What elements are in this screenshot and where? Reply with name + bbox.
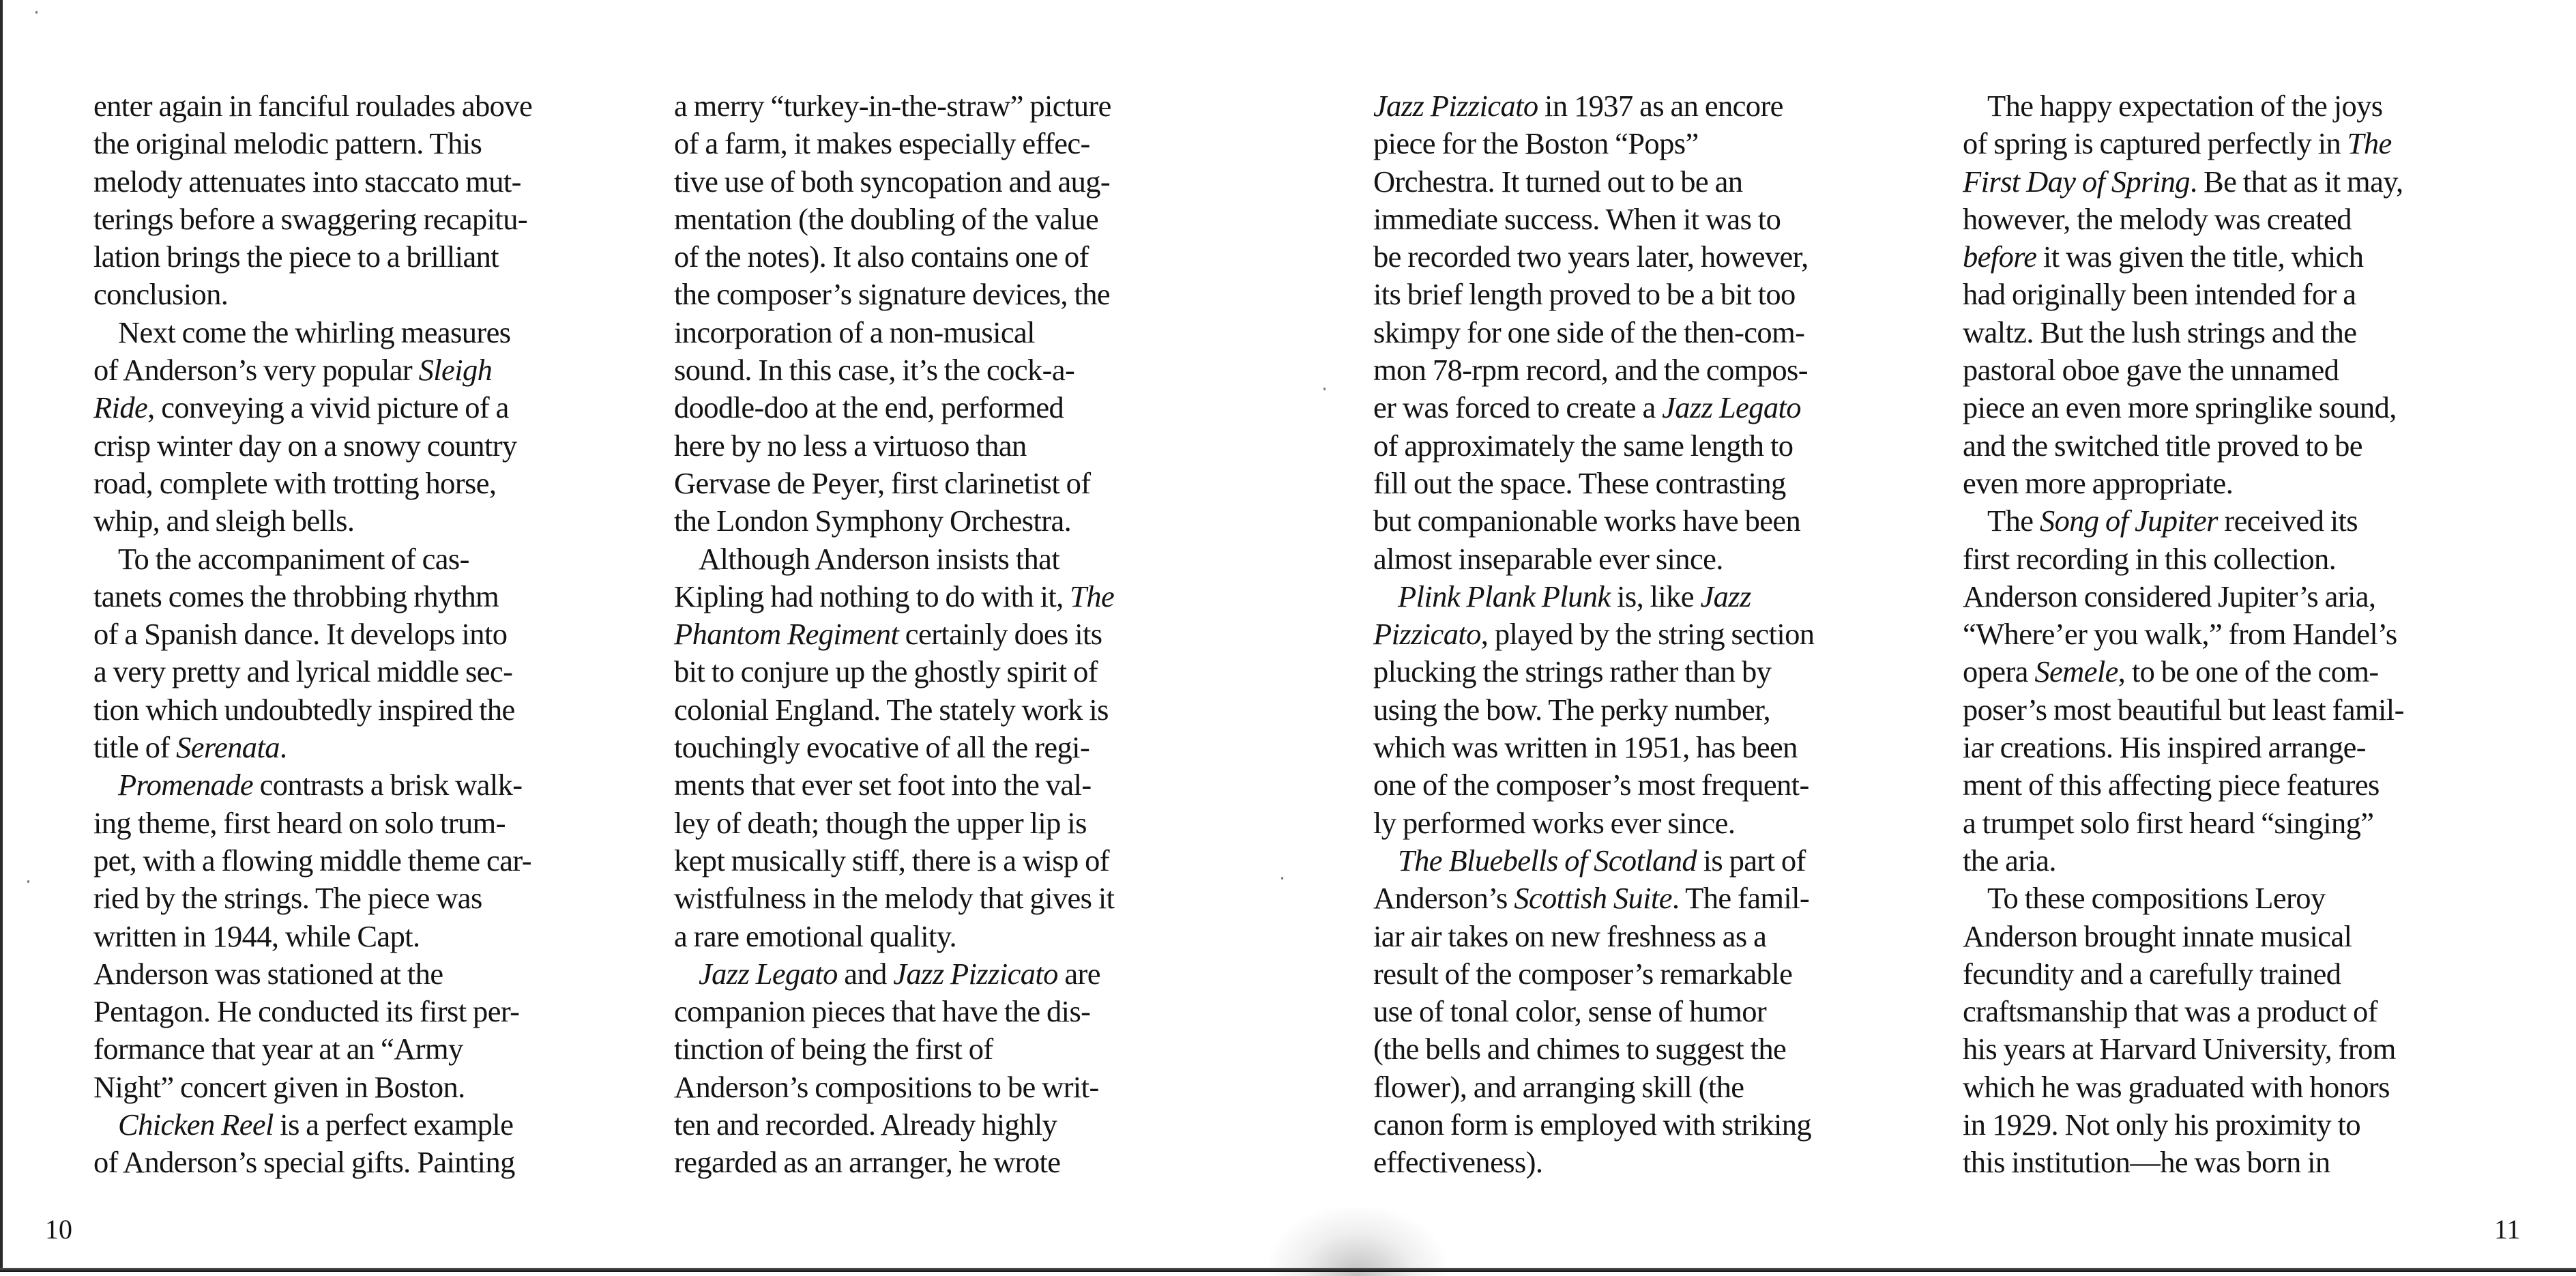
italic-title: Semele bbox=[2034, 654, 2118, 689]
text-run: a very pretty and lyrical middle sec- bbox=[93, 654, 513, 689]
text-line bbox=[1373, 1144, 1814, 1181]
text-run: fill out the space. These contrasting bbox=[1373, 465, 1786, 500]
text-line bbox=[93, 389, 532, 426]
text-run: “Where’er you walk,” from Handel’s bbox=[1963, 617, 2397, 652]
text-run: a trumpet solo first heard “singing” bbox=[1963, 805, 2374, 840]
text-line bbox=[1963, 201, 2404, 238]
text-line bbox=[1963, 502, 2404, 540]
page-number-right: 11 bbox=[2494, 1214, 2521, 1245]
text-line bbox=[93, 653, 532, 691]
text-run: which he was graduated with honors bbox=[1963, 1069, 2390, 1104]
text-run: opera bbox=[1963, 654, 2035, 689]
text-line bbox=[1963, 1069, 2404, 1106]
text-line bbox=[93, 766, 532, 804]
text-run: even more appropriate. bbox=[1963, 465, 2234, 500]
text-line bbox=[1963, 691, 2404, 729]
text-run: ly performed works ever since. bbox=[1373, 805, 1736, 840]
text-run: . The famil- bbox=[1671, 881, 1810, 916]
text-run: tive use of both syncopation and aug- bbox=[674, 164, 1111, 199]
text-line bbox=[93, 804, 532, 842]
text-run: written in 1944, while Capt. bbox=[93, 918, 420, 953]
text-line bbox=[93, 1069, 532, 1106]
text-line bbox=[93, 465, 532, 502]
text-line bbox=[93, 125, 532, 162]
text-run: flower), and arranging skill (the bbox=[1373, 1069, 1744, 1104]
text-run: crisp winter day on a snowy country bbox=[93, 428, 517, 463]
text-run: Anderson’s compositions to be writ- bbox=[674, 1069, 1099, 1104]
text-line bbox=[674, 1030, 1114, 1068]
text-line bbox=[674, 465, 1114, 502]
text-run: Gervase de Peyer, first clarinetist of bbox=[674, 465, 1091, 500]
text-line bbox=[1373, 1106, 1814, 1144]
text-run: one of the composer’s most frequent- bbox=[1373, 768, 1809, 802]
italic-title: The bbox=[1070, 579, 1115, 613]
text-run: effectiveness). bbox=[1373, 1145, 1543, 1180]
italic-title: Jazz bbox=[1700, 579, 1751, 613]
text-run: touchingly evocative of all the regi- bbox=[674, 730, 1090, 765]
text-column-1 bbox=[93, 87, 532, 1182]
text-line bbox=[674, 502, 1114, 540]
text-run: ried by the strings. The piece was bbox=[93, 881, 482, 916]
text-line bbox=[93, 314, 532, 351]
text-line bbox=[1963, 578, 2404, 615]
text-run: conclusion. bbox=[93, 277, 229, 312]
text-run: the composer’s signature devices, the bbox=[674, 277, 1111, 312]
text-run: ley of death; though the upper lip is bbox=[674, 805, 1087, 840]
text-run: is a perfect example bbox=[273, 1107, 514, 1142]
text-run: canon form is employed with striking bbox=[1373, 1107, 1812, 1142]
text-run: but companionable works have been bbox=[1373, 504, 1801, 538]
text-run: of Anderson’s special gifts. Painting bbox=[93, 1145, 515, 1180]
text-column-4 bbox=[1963, 87, 2404, 1182]
text-run: using the bow. The perky number, bbox=[1373, 692, 1771, 727]
text-run: of Anderson’s very popular bbox=[93, 353, 419, 388]
text-line bbox=[1373, 653, 1814, 691]
text-run: piece for the Boston “Pops” bbox=[1373, 126, 1699, 161]
text-line bbox=[93, 1106, 532, 1144]
text-run: , to be one of the com- bbox=[2118, 654, 2379, 689]
text-run: Night” concert given in Boston. bbox=[93, 1069, 465, 1104]
italic-title: Jazz Legato bbox=[699, 956, 838, 991]
text-line bbox=[674, 1144, 1114, 1181]
text-run: The bbox=[1987, 504, 2040, 538]
text-run: colonial England. The stately work is bbox=[674, 692, 1109, 727]
text-run: Anderson considered Jupiter’s aria, bbox=[1963, 579, 2376, 613]
text-line bbox=[1373, 314, 1814, 351]
text-run: companion pieces that have the dis- bbox=[674, 994, 1091, 1029]
text-line bbox=[1963, 276, 2404, 313]
text-run: this institution—he was born in bbox=[1963, 1145, 2330, 1180]
text-line bbox=[93, 163, 532, 201]
text-run: and the switched title proved to be bbox=[1963, 428, 2362, 463]
text-line bbox=[674, 125, 1114, 162]
text-run: of a farm, it makes especially effec- bbox=[674, 126, 1090, 161]
scan-bottom-edge bbox=[0, 1268, 2576, 1272]
text-line bbox=[1373, 842, 1814, 880]
text-line bbox=[674, 351, 1114, 389]
text-run: his years at Harvard University, from bbox=[1963, 1032, 2396, 1067]
text-line bbox=[93, 918, 532, 955]
text-run: , conveying a vivid picture of a bbox=[147, 390, 509, 425]
text-line bbox=[1373, 465, 1814, 502]
text-line bbox=[1963, 238, 2404, 276]
text-run: , played by the string section bbox=[1480, 617, 1815, 652]
text-run: terings before a swaggering recapitu- bbox=[93, 201, 528, 236]
text-line bbox=[1373, 766, 1814, 804]
text-run: tinction of being the first of bbox=[674, 1032, 993, 1067]
text-line bbox=[93, 1030, 532, 1068]
text-run: pet, with a flowing middle theme car- bbox=[93, 843, 531, 878]
text-run: immediate success. When it was to bbox=[1373, 201, 1781, 236]
text-line bbox=[674, 955, 1114, 993]
italic-title: Scottish Suite bbox=[1514, 881, 1672, 916]
page-number-left: 10 bbox=[45, 1214, 72, 1245]
text-line bbox=[1373, 578, 1814, 615]
text-run: er was forced to create a bbox=[1373, 390, 1663, 425]
text-run: ten and recorded. Already highly bbox=[674, 1107, 1057, 1142]
text-line bbox=[93, 201, 532, 238]
text-run: skimpy for one side of the then-com- bbox=[1373, 315, 1805, 349]
text-run: a rare emotional quality. bbox=[674, 918, 957, 953]
text-line bbox=[93, 615, 532, 653]
text-line bbox=[1373, 804, 1814, 842]
text-line bbox=[1963, 351, 2404, 389]
text-line bbox=[1963, 918, 2404, 955]
text-column-3 bbox=[1373, 87, 1814, 1182]
text-line bbox=[674, 880, 1114, 917]
text-line bbox=[674, 1106, 1114, 1144]
text-line bbox=[1963, 653, 2404, 691]
text-line bbox=[1963, 993, 2404, 1030]
text-line bbox=[1373, 1030, 1814, 1068]
text-run: poser’s most beautiful but least famil- bbox=[1963, 692, 2404, 727]
text-run: in 1929. Not only his proximity to bbox=[1963, 1107, 2361, 1142]
text-run: To these compositions Leroy bbox=[1987, 881, 2326, 916]
text-line bbox=[674, 615, 1114, 653]
text-run: Although Anderson insists that bbox=[699, 541, 1060, 576]
text-run: whip, and sleigh bells. bbox=[93, 504, 355, 538]
text-run: ing theme, first heard on solo trum- bbox=[93, 805, 506, 840]
text-line bbox=[93, 729, 532, 766]
text-run: Pentagon. He conducted its first per- bbox=[93, 994, 520, 1029]
text-run: ments that ever set foot into the val- bbox=[674, 768, 1092, 802]
text-line bbox=[93, 427, 532, 465]
text-line bbox=[1963, 314, 2404, 351]
text-line bbox=[1373, 87, 1814, 125]
italic-title: Serenata bbox=[176, 730, 280, 765]
text-run: . Be that as it may, bbox=[2189, 164, 2403, 199]
text-line bbox=[1373, 691, 1814, 729]
text-line bbox=[1373, 1069, 1814, 1106]
text-run: . bbox=[279, 730, 287, 765]
text-run: incorporation of a non-musical bbox=[674, 315, 1035, 349]
text-line bbox=[1963, 1030, 2404, 1068]
text-run: of spring is captured perfectly in bbox=[1963, 126, 2347, 161]
text-line bbox=[674, 691, 1114, 729]
text-run: in 1937 as an encore bbox=[1538, 89, 1783, 123]
text-line bbox=[1373, 201, 1814, 238]
text-run: To the accompaniment of cas- bbox=[118, 541, 469, 576]
text-run: The happy expectation of the joys bbox=[1987, 89, 2383, 123]
text-line bbox=[1963, 880, 2404, 917]
italic-title: Sleigh bbox=[418, 353, 493, 388]
text-run: here by no less a virtuoso than bbox=[674, 428, 1027, 463]
text-run: mon 78-rpm record, and the compos- bbox=[1373, 353, 1808, 388]
text-run: a merry “turkey-in-the-straw” picture bbox=[674, 89, 1111, 123]
text-run: received its bbox=[2217, 504, 2358, 538]
text-line bbox=[1963, 1106, 2404, 1144]
text-line bbox=[674, 389, 1114, 426]
text-run: of the notes). It also contains one of bbox=[674, 240, 1089, 274]
text-run: iar air takes on new freshness as a bbox=[1373, 918, 1767, 953]
text-line bbox=[1373, 918, 1814, 955]
text-line bbox=[93, 351, 532, 389]
text-line bbox=[1963, 389, 2404, 426]
text-line bbox=[93, 955, 532, 993]
text-line bbox=[1373, 276, 1814, 313]
text-line bbox=[674, 238, 1114, 276]
text-line bbox=[1373, 238, 1814, 276]
text-line bbox=[1373, 163, 1814, 201]
text-line bbox=[674, 578, 1114, 615]
text-line bbox=[1373, 540, 1814, 578]
text-run: piece an even more springlike sound, bbox=[1963, 390, 2397, 425]
italic-title: Song of Jupiter bbox=[2039, 504, 2218, 538]
italic-title: Jazz Pizzicato bbox=[1373, 89, 1538, 123]
italic-title: First Day of Spring bbox=[1963, 164, 2190, 199]
text-run: be recorded two years later, however, bbox=[1373, 240, 1809, 274]
text-run: of approximately the same length to bbox=[1373, 428, 1794, 463]
text-line bbox=[1373, 729, 1814, 766]
text-line bbox=[1373, 955, 1814, 993]
text-line bbox=[1963, 87, 2404, 125]
text-line bbox=[93, 238, 532, 276]
text-run: formance that year at an “Army bbox=[93, 1032, 463, 1067]
scan-left-edge bbox=[0, 0, 3, 1272]
text-line bbox=[1373, 351, 1814, 389]
text-line bbox=[674, 653, 1114, 691]
text-run: is part of bbox=[1697, 843, 1806, 878]
text-line bbox=[1963, 427, 2404, 465]
text-line bbox=[1963, 955, 2404, 993]
italic-title: Chicken Reel bbox=[118, 1107, 274, 1142]
text-line bbox=[674, 918, 1114, 955]
text-line bbox=[674, 276, 1114, 313]
text-run: sound. In this case, it’s the cock-a- bbox=[674, 353, 1075, 388]
text-run: it was given the title, which bbox=[2036, 240, 2364, 274]
text-run: lation brings the piece to a brilliant bbox=[93, 240, 499, 274]
text-line bbox=[1963, 125, 2404, 162]
text-run: Orchestra. It turned out to be an bbox=[1373, 164, 1743, 199]
text-run: plucking the strings rather than by bbox=[1373, 654, 1772, 689]
text-run: title of bbox=[93, 730, 177, 765]
scan-speck bbox=[1281, 877, 1283, 880]
text-run: doodle-doo at the end, performed bbox=[674, 390, 1064, 425]
text-line bbox=[674, 427, 1114, 465]
text-line bbox=[93, 540, 532, 578]
text-line bbox=[1963, 729, 2404, 766]
text-line bbox=[1373, 880, 1814, 917]
text-run: Kipling had nothing to do with it, bbox=[674, 579, 1070, 613]
italic-title: Phantom Regiment bbox=[674, 617, 899, 652]
text-line bbox=[1963, 1144, 2404, 1181]
text-line bbox=[93, 691, 532, 729]
italic-title: The Bluebells of Scotland bbox=[1398, 843, 1697, 878]
italic-title: The bbox=[2347, 126, 2392, 161]
text-run: almost inseparable ever since. bbox=[1373, 541, 1723, 576]
scan-speck bbox=[27, 880, 29, 883]
text-line bbox=[1963, 842, 2404, 880]
text-line bbox=[1373, 502, 1814, 540]
text-run: wistfulness in the melody that gives it bbox=[674, 881, 1115, 916]
text-line bbox=[1963, 766, 2404, 804]
text-run: certainly does its bbox=[898, 617, 1102, 652]
text-line bbox=[1373, 993, 1814, 1030]
italic-title: Promenade bbox=[118, 768, 254, 802]
text-run: which was written in 1951, has been bbox=[1373, 730, 1798, 765]
text-run: its brief length proved to be a bit too bbox=[1373, 277, 1796, 312]
text-line bbox=[674, 1069, 1114, 1106]
text-run: of a Spanish dance. It develops into bbox=[93, 617, 508, 652]
text-run: the London Symphony Orchestra. bbox=[674, 504, 1072, 538]
text-line bbox=[674, 993, 1114, 1030]
text-run: contrasts a brisk walk- bbox=[253, 768, 523, 802]
text-line bbox=[93, 1144, 532, 1181]
text-run: result of the composer’s remarkable bbox=[1373, 956, 1793, 991]
text-run: had originally been intended for a bbox=[1963, 277, 2356, 312]
italic-title: Jazz Pizzicato bbox=[893, 956, 1058, 991]
text-line bbox=[1963, 163, 2404, 201]
text-line bbox=[674, 729, 1114, 766]
text-run: tanets comes the throbbing rhythm bbox=[93, 579, 499, 613]
text-run: are bbox=[1057, 956, 1100, 991]
text-run: craftsmanship that was a product of bbox=[1963, 994, 2377, 1029]
text-run: is, like bbox=[1610, 579, 1701, 613]
text-line bbox=[93, 502, 532, 540]
text-line bbox=[1963, 540, 2404, 578]
text-run: regarded as an arranger, he wrote bbox=[674, 1145, 1061, 1180]
text-line bbox=[1373, 427, 1814, 465]
text-line bbox=[674, 804, 1114, 842]
italic-title: Plink Plank Plunk bbox=[1398, 579, 1611, 613]
text-line bbox=[674, 87, 1114, 125]
text-run: Anderson’s bbox=[1373, 881, 1514, 916]
text-run: road, complete with trotting horse, bbox=[93, 465, 497, 500]
italic-title: Pizzicato bbox=[1373, 617, 1481, 652]
text-run: pastoral oboe gave the unnamed bbox=[1963, 353, 2339, 388]
text-run: melody attenuates into staccato mut- bbox=[93, 164, 521, 199]
text-run: and bbox=[837, 956, 894, 991]
text-line bbox=[93, 276, 532, 313]
scan-speck bbox=[1323, 388, 1326, 390]
text-run: Anderson brought innate musical bbox=[1963, 918, 2352, 953]
text-line bbox=[93, 578, 532, 615]
text-run: fecundity and a carefully trained bbox=[1963, 956, 2341, 991]
text-run: however, the melody was created bbox=[1963, 201, 2352, 236]
text-line bbox=[674, 842, 1114, 880]
text-run: iar creations. His inspired arrange- bbox=[1963, 730, 2366, 765]
text-run: the aria. bbox=[1963, 843, 2056, 878]
text-run: tion which undoubtedly inspired the bbox=[93, 692, 515, 727]
text-run: waltz. But the lush strings and the bbox=[1963, 315, 2357, 349]
text-line bbox=[1963, 804, 2404, 842]
italic-title: Ride bbox=[93, 390, 148, 425]
italic-title: before bbox=[1963, 240, 2037, 274]
text-line bbox=[674, 766, 1114, 804]
text-run: use of tonal color, sense of humor bbox=[1373, 994, 1767, 1029]
text-line bbox=[1373, 125, 1814, 162]
text-run: (the bells and chimes to suggest the bbox=[1373, 1032, 1787, 1067]
text-run: the original melodic pattern. This bbox=[93, 126, 482, 161]
text-run: mentation (the doubling of the value bbox=[674, 201, 1099, 236]
text-line bbox=[93, 880, 532, 917]
text-run: Next come the whirling measures bbox=[118, 315, 511, 349]
italic-title: Jazz Legato bbox=[1662, 390, 1801, 425]
gutter-shadow bbox=[1269, 1208, 1446, 1276]
text-run: first recording in this collection. bbox=[1963, 541, 2337, 576]
text-line bbox=[674, 314, 1114, 351]
text-run: Anderson was stationed at the bbox=[93, 956, 443, 991]
text-run: enter again in fanciful roulades above bbox=[93, 89, 533, 123]
text-column-2 bbox=[674, 87, 1114, 1182]
text-line bbox=[674, 201, 1114, 238]
text-line bbox=[93, 842, 532, 880]
text-run: ment of this affecting piece features bbox=[1963, 768, 2380, 802]
text-line bbox=[93, 993, 532, 1030]
text-line bbox=[674, 540, 1114, 578]
text-line bbox=[1963, 615, 2404, 653]
text-line bbox=[1963, 465, 2404, 502]
text-line bbox=[674, 163, 1114, 201]
text-run: kept musically stiff, there is a wisp of bbox=[674, 843, 1110, 878]
text-run: bit to conjure up the ghostly spirit of bbox=[674, 654, 1098, 689]
text-line bbox=[1373, 615, 1814, 653]
text-line bbox=[1373, 389, 1814, 426]
scan-speck bbox=[35, 11, 38, 14]
text-line bbox=[93, 87, 532, 125]
